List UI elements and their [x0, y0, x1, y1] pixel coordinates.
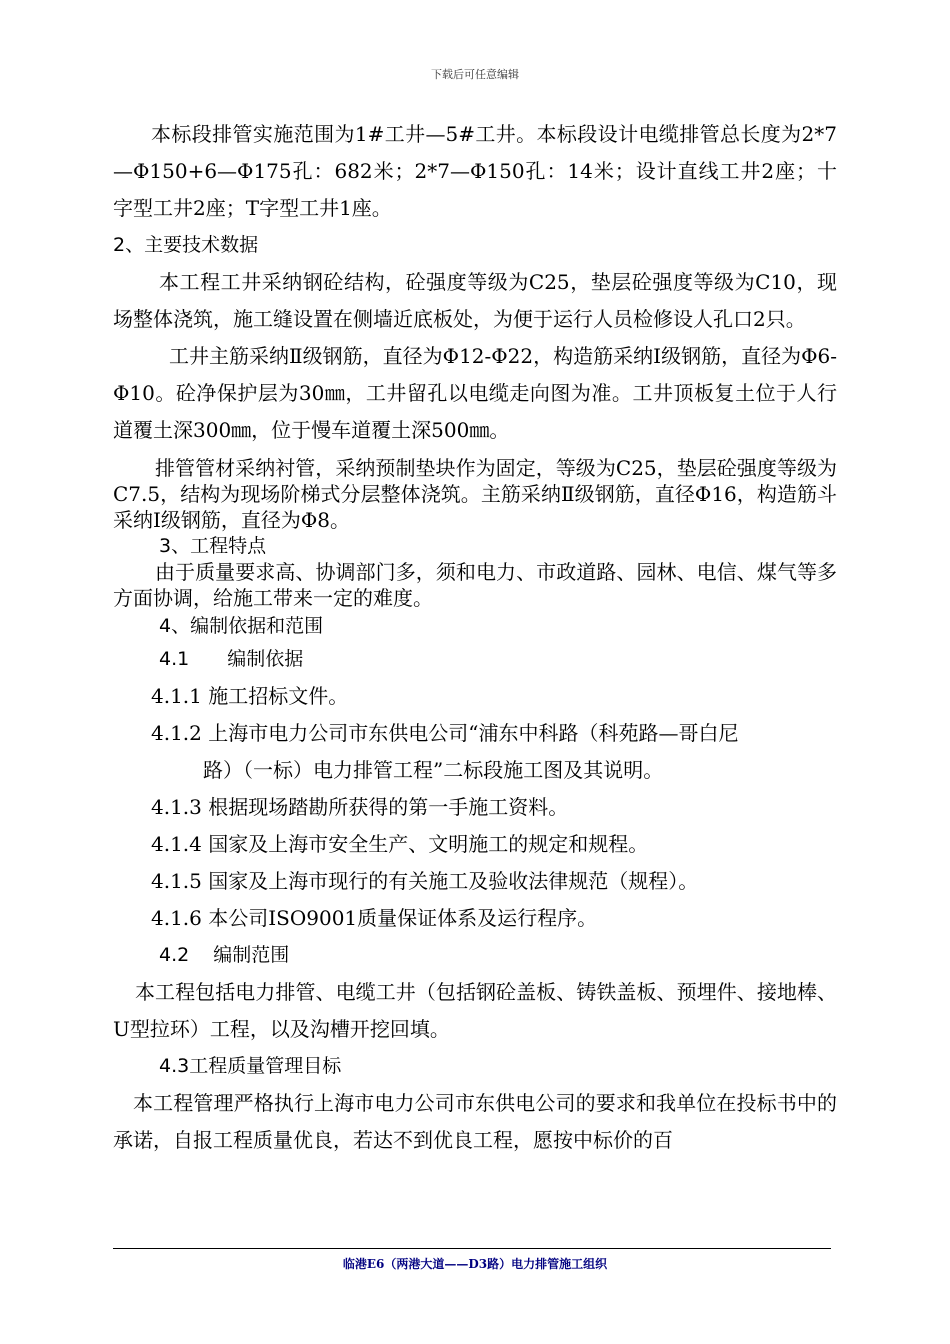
footer-divider [113, 1248, 831, 1249]
basis-item-number: 4.1.1 [151, 684, 202, 708]
basis-item-text: 上海市电力公司市东供电公司“浦东中科路（科苑路—哥白尼 [208, 721, 739, 745]
basis-item [113, 678, 837, 715]
section-4-title: 4、编制依据和范围 [159, 615, 324, 637]
basis-item-number: 4.1.3 [151, 795, 202, 819]
section-4-1-title: 编制依据 [227, 648, 304, 670]
tech-paragraph-1: 本工程工井采纳钢砼结构，砼强度等级为C25，垫层砼强度等级为C10，现场整体浇筑，施工缝设置在侧墙近底板处，为便于运行人员检修设人孔口2只。 [113, 270, 837, 331]
page-footer: 临港E6（两港大道——D3路）电力排管施工组织 [342, 1257, 608, 1271]
section-2-title: 2、主要技术数据 [113, 234, 259, 256]
features-paragraph: 由于质量要求高、协调部门多，须和电力、市政道路、园林、电信、煤气等多方面协调，给施工带来一定的难度。 [113, 560, 837, 610]
basis-item-text: 根据现场踏勘所获得的第一手施工资料。 [208, 795, 569, 819]
section-4-3-title: 4.3工程质量管理目标 [159, 1055, 342, 1077]
tech-paragraph-3: 排管管材采纳衬管，采纳预制垫块作为固定，等级为C25，垫层砼强度等级为C7.5，结构为现场阶梯式分层整体浇筑。主筋采纳Ⅱ级钢筋，直径Φ16，构造筋斗采纳Ⅰ级钢筋，直径为Φ8。 [113, 456, 837, 532]
basis-item-number: 4.1.4 [151, 832, 202, 856]
section-4-2-number: 4.2 [159, 944, 190, 966]
basis-item-text: 国家及上海市现行的有关施工及验收法律规范（规程）。 [208, 869, 699, 893]
basis-item-number: 4.1.6 [151, 906, 202, 930]
section-4-1-heading [113, 641, 837, 678]
basis-item-number: 4.1.5 [151, 869, 202, 893]
scope-paragraph: 本标段排管实施范围为1#工井—5#工井。本标段设计电缆排管总长度为2*7—Φ150+6—Φ175孔：682米；2*7—Φ150孔：14米；设计直线工井2座；十字型工井2座；T字型工井1座。 [113, 122, 837, 220]
range-paragraph: 本工程包括电力排管、电缆工井（包括钢砼盖板、铸铁盖板、预埋件、接地棒、U型拉环）工程，以及沟槽开挖回填。 [113, 980, 837, 1041]
section-4-1-number: 4.1 [159, 648, 190, 670]
basis-item [113, 863, 837, 900]
basis-item [113, 900, 837, 937]
document-body [113, 116, 837, 1159]
basis-item-text: 本公司ISO9001质量保证体系及运行程序。 [208, 906, 598, 930]
section-3-title: 3、工程特点 [159, 535, 267, 557]
section-4-2-title: 编制范围 [213, 944, 290, 966]
quality-paragraph: 本工程管理严格执行上海市电力公司市东供电公司的要求和我单位在投标书中的承诺，自报工程质量优良，若达不到优良工程，愿按中标价的百 [113, 1091, 837, 1152]
section-4-2-heading [113, 937, 837, 974]
basis-item-text: 国家及上海市安全生产、文明施工的规定和规程。 [208, 832, 649, 856]
basis-item [113, 789, 837, 826]
page-header: 下载后可任意编辑 [431, 68, 519, 81]
basis-item-text: 施工招标文件。 [208, 684, 349, 708]
basis-item [113, 715, 837, 789]
basis-item-continuation: 路）（一标）电力排管工程”二标段施工图及其说明。 [203, 758, 664, 782]
basis-item [113, 826, 837, 863]
tech-paragraph-2: 工井主筋采纳Ⅱ级钢筋，直径为Φ12-Φ22，构造筋采纳Ⅰ级钢筋，直径为Φ6-Φ10。砼净保护层为30㎜，工井留孔以电缆走向图为准。工井顶板复土位于人行道覆土深300㎜，位于慢车道覆土深500㎜。 [113, 344, 837, 442]
basis-item-number: 4.1.2 [151, 721, 202, 745]
